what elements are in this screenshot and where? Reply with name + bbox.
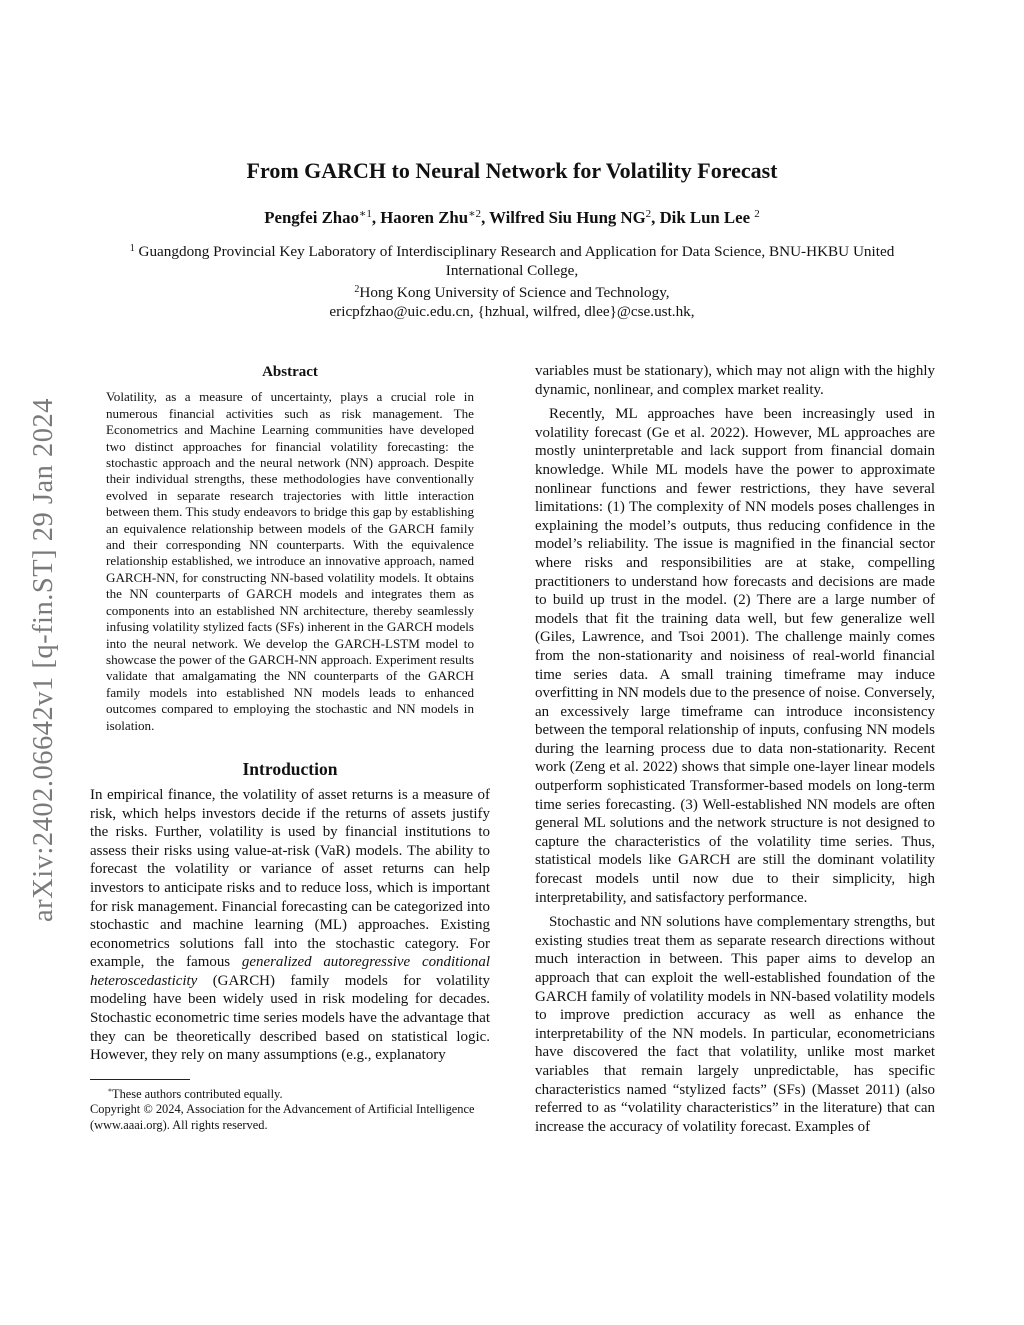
paragraph-text: In empirical finance, the volatility of asset returns is a measure of risk, which helps investors decide if the returns of assets justify the risks. Further, volatility is used by financial institutions to assess their risks using value-at-risk (VaR) models. The ability to forecast the volatility or variance of asset returns can help investors to anticipate risks and to reduce loss, which is important for risk management. Financial forecasting can be categorized into stochastic and machine learning (ML) approaches. Existing econometrics solutions fall into the stochastic category. For example, the famous — [90, 786, 490, 971]
left-column — [90, 362, 490, 1134]
copyright-notice: Copyright © 2024, Association for the Advancement of Artificial Intelligence (www.aaai.org). All rights reserved. — [90, 1102, 475, 1133]
paper-title: From GARCH to Neural Network for Volatility Forecast — [246, 158, 778, 183]
author-name: Dik Lun Lee — [659, 208, 751, 227]
author-name: Pengfei Zhao — [264, 208, 359, 227]
introduction-paragraph: Stochastic and NN solutions have complementary strengths, but existing studies treat them as separate research directions without much interaction in between. This paper aims to develop an approach that can exploit the well-established foundation of the GARCH family of volatility models in NN-based volatility models to improve prediction accuracy as well as enhance the interpretability of the NN models. In particular, econometricians have discovered the fact that volatility, unlike most market variables that remain largely unpredictable, has specific characteristics named “stylized facts” (SFs) (Masset 2011) (also referred to as “volatility characteristics” in the literature) that can increase the accuracy of volatility forecast. Examples of — [535, 914, 935, 1135]
affiliation-line — [90, 280, 934, 302]
footnote-equal-contribution — [90, 1084, 490, 1103]
affiliation-line — [90, 239, 934, 280]
right-column — [535, 362, 935, 1136]
author-affiliation-mark: ∗1 — [358, 208, 372, 220]
affiliation-text: Guangdong Provincial Key Laboratory of Interdisciplinary Research and Application for Data Science, BNU-HKBU United International College, — [138, 243, 895, 279]
abstract-section — [106, 362, 474, 734]
author-name: Haoren Zhu — [380, 208, 469, 227]
author-affiliation-mark: 2 — [754, 208, 760, 220]
affiliation-text: Hong Kong University of Science and Technology, — [359, 284, 670, 301]
footnote-mark: * — [108, 1086, 112, 1096]
introduction-paragraph — [90, 786, 490, 1065]
author-emails: ericpfzhao@uic.edu.cn, {hzhual, wilfred, dlee}@cse.ust.hk, — [329, 303, 695, 320]
affiliation-block — [90, 239, 934, 321]
affiliation-mark: 2 — [354, 284, 360, 295]
footnote-text: These authors contributed equally. — [112, 1086, 283, 1101]
footnote-divider — [90, 1079, 190, 1080]
emphasized-term: generalized autoregressive conditional heteroscedasticity — [90, 954, 490, 989]
abstract-text: Volatility, as a measure of uncertainty, plays a crucial role in numerous financial activities such as risk management. The Econometrics and Machine Learning communities have developed two distinct approaches for financial volatility forecasting: the stochastic approach and the neural network (NN) approach. Despite their individual strengths, these methodologies have conventionally evolved in separate research trajectories with little interaction between them. This study endeavors to bridge this gap by establishing an equivalence relationship between models of the GARCH family and their corresponding NN counterparts. With the equivalence relationship established, we introduce an innovative approach, named GARCH-NN, for constructing NN-based volatility models. It obtains the NN counterparts of GARCH models and integrates them as components into an established NN architecture, thereby seamlessly infusing volatility stylized facts (SFs) inherent in the GARCH models into the neural network. We develop the GARCH-LSTM model to showcase the power of the GARCH-NN approach. Experiment results validate that amalgamating the NN counterparts of the GARCH family models into established NN models leads to enhanced outcomes compared to employing the stochastic and NN models in isolation. — [106, 389, 474, 733]
author-list: Pengfei Zhao$^{∗1}$, Haoren Zhu$^{∗2}$, Wilfred Siu Hung $NG^2$, Dik Lun Lee $^2$ — [264, 208, 760, 227]
introduction-heading: Introduction — [242, 758, 338, 779]
abstract-heading: Abstract — [262, 364, 318, 380]
arxiv-identifier-stamp — [22, 355, 66, 965]
introduction-paragraph-continued: variables must be stationary), which may not align with the highly dynamic, nonlinear, and complex market reality. — [535, 363, 935, 398]
introduction-paragraph: Recently, ML approaches have been increasingly used in volatility forecast (Ge et al. 2022). However, ML approaches are mostly uninterpretable and lack support from financial domain knowledge. While ML models have the power to approximate nonlinear functions and fewer restrictions, they have several limitations: (1) The complexity of NN models poses challenges in explaining the model’s outputs, thus reducing confidence in the model’s reliability. The issue is magnified in the financial sector where risks and responsibilities are at stake, compelling practitioners to understand how forecasts and decisions are made to build up trust in the model. (2) There are a large number of models that fit the training data well, but few generalize well (Giles, Lawrence, and Tsoi 2001). The challenge mainly comes from the non-stationarity and noisiness of real-world financial time series data. A small training timeframe may induce overfitting in NN models due to the presence of noise. Conversely, an excessively large timeframe can introduce inconsistency between the temporal relationship of inputs, confusing NN models during the learning process due to data non-stationarity. Recent work (Zeng et al. 2022) shows that simple one-layer linear models outperform sophisticated Transformer-based models on long-term time series forecasting. (3) Well-established NN models are often general ML solutions and the network structure is not designed to capture the characteristics of the volatility time series. Thus, statistical models like GARCH are still the dominant volatility forecast models until now due to their simplicity, high interpretability, and satisfactory performance. — [535, 406, 935, 906]
author-affiliation-mark: 2 — [645, 208, 652, 220]
paragraph-text: (GARCH) family models for volatility modeling have been widely used in risk modeling for decades. Stochastic econometric time series models have the advantage that they can be theoretically described based on statistical logic. However, they rely on many assumptions (e.g., explanatory — [90, 972, 490, 1064]
author-affiliation-mark: ∗2 — [468, 208, 482, 220]
arxiv-identifier-text: arXiv:2402.06642v1 [q-fin.ST] 29 Jan 2024 — [28, 398, 60, 922]
author-name: Wilfred Siu Hung NG — [489, 208, 646, 227]
affiliation-mark: 1 — [129, 243, 135, 254]
